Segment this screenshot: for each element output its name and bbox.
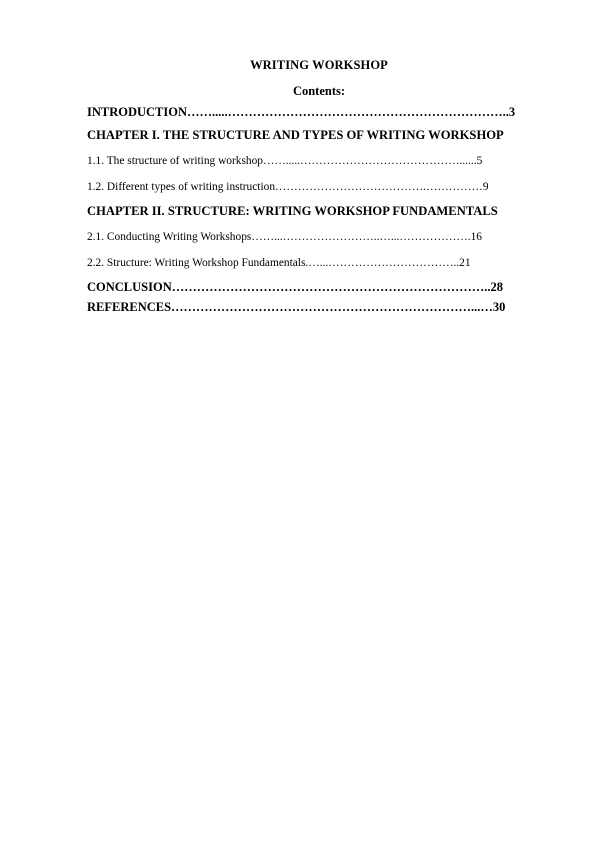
toc-entry-1-2: 1.2. Different types of writing instruction………………………………….……………9 xyxy=(87,181,489,193)
toc-entry-2-2: 2.2. Structure: Writing Workshop Fundamentals.…...……………………………..21 xyxy=(87,257,471,269)
toc-entry-references: REFERENCES………………………………………………………………...…30 xyxy=(87,300,506,314)
contents-heading: Contents: xyxy=(292,84,346,98)
toc-entry-2-1: 2.1. Conducting Writing Workshops……...……………………..…...……………….16 xyxy=(87,231,482,243)
toc-entry-chapter-2: CHAPTER II. STRUCTURE: WRITING WORKSHOP FUNDAMENTALS xyxy=(87,204,498,218)
document-title: WRITING WORKSHOP xyxy=(250,58,388,72)
toc-entry-chapter-1: CHAPTER I. THE STRUCTURE AND TYPES OF WRITING WORKSHOP xyxy=(87,128,504,142)
toc-entry-1-1: 1.1. The structure of writing workshop…….....……………………………………......5 xyxy=(87,155,483,167)
toc-entry-introduction: INTRODUCTION…….....…………………………………………………………..3 xyxy=(87,105,516,119)
toc-entry-conclusion: CONCLUSION…………………………………………………………………..28 xyxy=(87,280,503,294)
